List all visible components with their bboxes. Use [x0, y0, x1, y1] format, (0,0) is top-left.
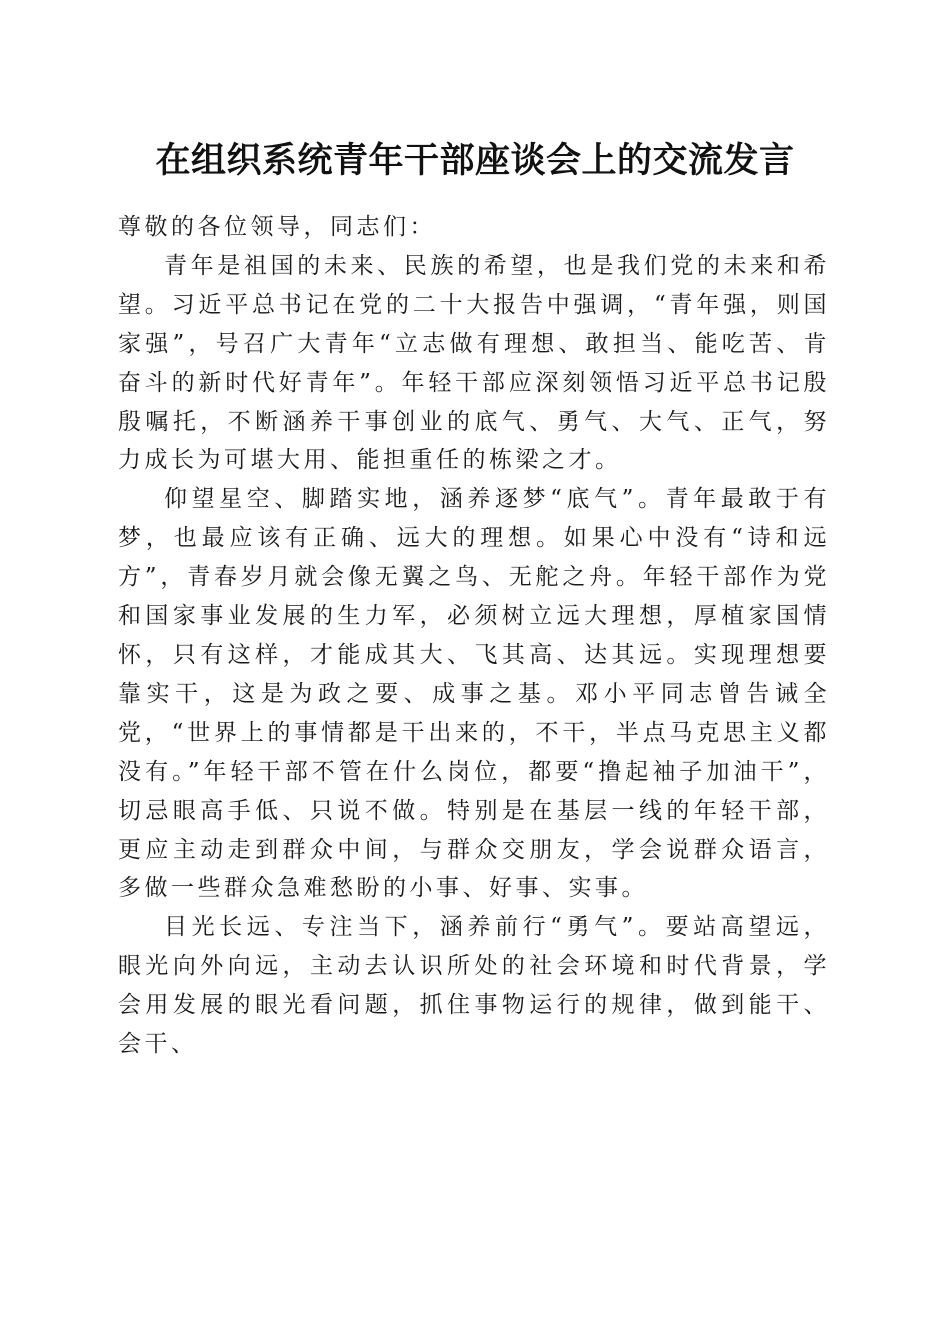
- paragraph: 青年是祖国的未来、民族的希望，也是我们党的未来和希望。习近平总书记在党的二十大报告中强调，“青年强，则国家强”，号召广大青年“立志做有理想、敢担当、能吃苦、肯奋斗的新时代好青年”。年轻干部应深刻领悟习近平总书记殷殷嘱托，不断涵养干事创业的底气、勇气、大气、正气，努力成长为可堪大用、能担重任的栋梁之才。: [118, 252, 830, 474]
- paragraph: 仰望星空、脚踏实地，涵养逐梦“底气”。青年最敢于有梦，也最应该有正确、远大的理想。如果心中没有“诗和远方”，青春岁月就会像无翼之鸟、无舵之舟。年轻干部作为党和国家事业发展的生力军，必须树立远大理想，厚植家国情怀，只有这样，才能成其大、飞其高、达其远。实现理想要靠实干，这是为政之要、成事之基。邓小平同志曾告诫全党，“世界上的事情都是干出来的，不干，半点马克思主义都没有。”年轻干部不管在什么岗位，都要“撸起袖子加油干”，切忌眼高手低、只说不做。特别是在基层一线的年轻干部，更应主动走到群众中间，与群众交朋友，学会说群众语言，多做一些群众急难愁盼的小事、好事、实事。: [118, 486, 830, 902]
- paragraph: 目光长远、专注当下，涵养前行“勇气”。要站高望远，眼光向外向远，主动去认识所处的社会环境和时代背景，学会用发展的眼光看问题，抓住事物运行的规律，做到能干、会干、: [118, 914, 830, 1058]
- document-title: 在组织系统青年干部座谈会上的交流发言: [155, 140, 795, 181]
- salutation: 尊敬的各位领导，同志们：: [118, 214, 436, 240]
- document-body: [118, 208, 830, 1064]
